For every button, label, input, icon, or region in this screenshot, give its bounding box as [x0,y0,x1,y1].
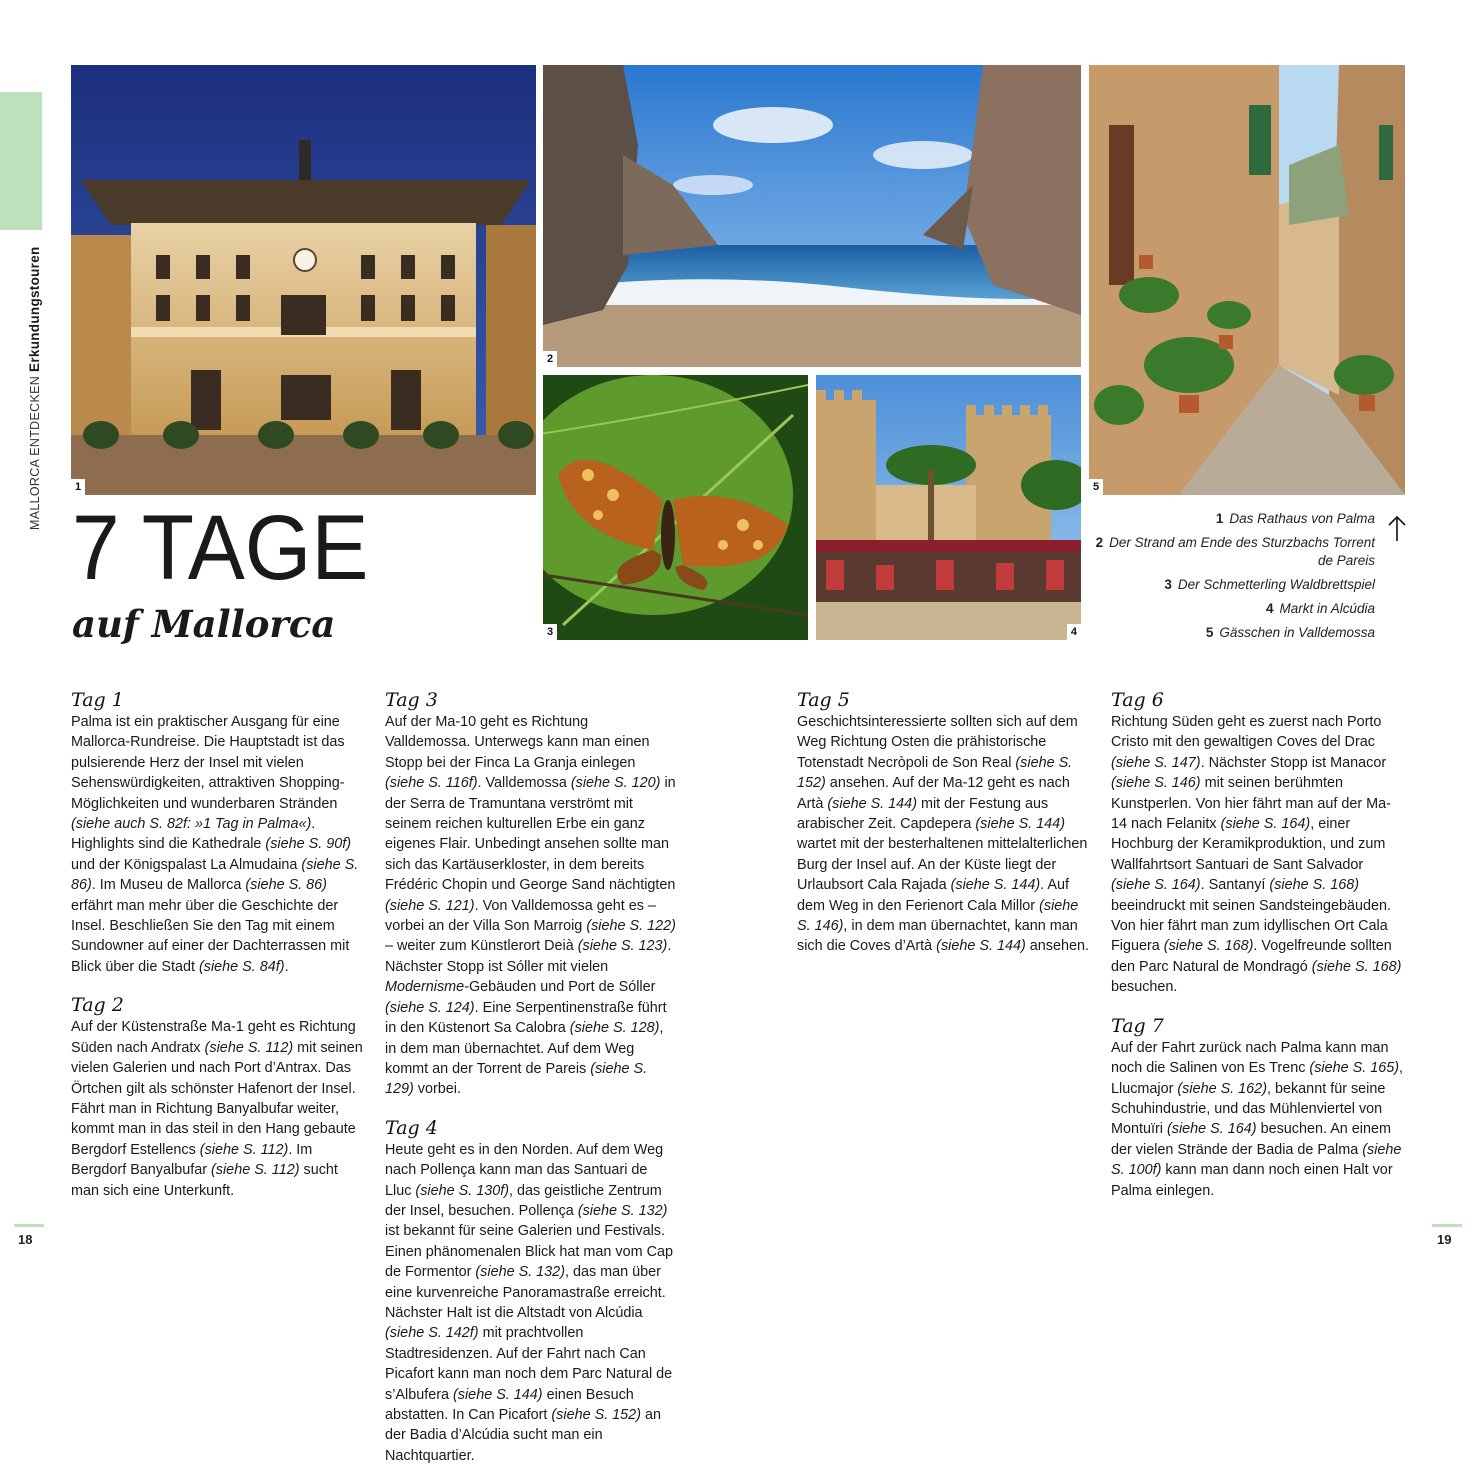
butterfly-photo [543,375,808,640]
day-text: Auf der Fahrt zurück nach Palma kann man noch die Salinen von Es Trenc (siehe S. 165), Llucmajor (siehe S. 162), bekannt für seine Schuhindustrie, und das Mühlenviertel von Montuïri (siehe S. 164) besuchen. An einem der vielen Strände der Badia de Palma (siehe S. 100f) kann man dann noch einen Halt vor Palma einlegen. [1111,1039,1403,1199]
caption-item [1095,534,1375,570]
page-subtitle: auf Mallorca [72,602,336,646]
caption-text: Markt in Alcúdia [1279,601,1375,616]
caption-text: Das Rathaus von Palma [1229,511,1375,526]
caption-text: Gässchen in Valldemossa [1219,625,1375,640]
section-label: MALLORCA ENTDECKEN [28,375,42,530]
day-text: Palma ist ein praktischer Ausgang für eine Mallorca-Rundreise. Die Hauptstadt ist das pulsierende Herz der Insel mit vielen Sehenswürdigkeiten, attraktiven Shopping-Möglichkeiten und wunderbaren Stränden (siehe auch S. 82f: »1 Tag in Palma«). Highlights sind die Kathedrale (siehe S. 90f) und der Königspalast La Almudaina (siehe S. 86). Im Museu de Mallorca (siehe S. 86) erfährt man mehr über die Geschichte der Insel. Beschließen Sie den Tag mit einem Sundowner auf einer der Dachterrassen mit Blick über die Stadt (siehe S. 84f). [71,714,359,975]
chapter-label [27,246,42,530]
caption-item [1095,576,1375,594]
photo-captions [1095,510,1375,648]
photo-number: 1 [71,479,85,495]
chapter-tab [0,92,42,230]
day-heading: Tag 5 [797,689,850,711]
day-text: Auf der Küstenstraße Ma-1 geht es Richtung Süden nach Andratx (siehe S. 112) mit seinen vielen Galerien und nach Port d’Antrax. Das Örtchen gilt als schönster Hafenort der Insel. Fährt man in Richtung Banyalbufar weiter, kommt man in das steil in den Hang gebaute Bergdorf Estellencs (siehe S. 112). Im Bergdorf Banyalbufar (siehe S. 112) sucht man sich eine Unterkunft. [71,1019,363,1199]
caption-text: Der Strand am Ende des Sturzbachs Torrent de Pareis [1109,535,1375,568]
day-heading: Tag 2 [71,994,124,1017]
caption-number: 1 [1215,511,1224,526]
text-column-4 [1111,688,1403,1201]
caption-item [1095,600,1375,618]
caption-number: 5 [1205,625,1214,640]
caption-item [1095,624,1375,642]
caption-number: 4 [1265,601,1274,616]
photo-number: 5 [1089,479,1103,495]
photo-number: 4 [1067,624,1081,640]
page-number-right: 19 [1437,1232,1452,1247]
page-marker-right [1432,1224,1462,1227]
day-heading: Tag 1 [71,689,124,711]
day-text: Geschichtsinteressierte sollten sich auf dem Weg Richtung Osten die prähistorische Totenstadt Necròpoli de Son Real (siehe S. 152) ansehen. Auf der Ma-12 geht es nach Artà (siehe S. 144) mit der Festung aus arabischer Zeit. Capdepera (siehe S. 144) wartet mit der besterhaltenen mittelalterlichen Burg der Insel auf. An der Küste liegt der Urlaubsort Cala Rajada (siehe S. 144). Auf dem Weg in den Ferienort Cala Millor (siehe S. 146), in dem man übernachtet, kann man sich die Coves d’Artà (siehe S. 144) ansehen. [797,714,1089,955]
caption-number: 3 [1164,577,1172,592]
town-hall-photo [71,65,536,495]
caption-item [1095,510,1375,528]
day-text: Auf der Ma-10 geht es Richtung Valldemossa. Unterwegs kann man einen Stopp bei der Finca La Granja einlegen (siehe S. 116f). Valldemossa (siehe S. 120) in der Serra de Tramuntana verströmt mit seinem reichen kulturellen Erbe ein ganz eigenes Flair. Unbedingt ansehen sollte man sich das Kartäuserkloster, in dem bereits Frédéric Chopin und George Sand nächtigten (siehe S. 121). Von Valldemossa geht es – vorbei an der Villa Son Marroig (siehe S. 122) – weiter zum Künstlerort Deià (siehe S. 123). Nächster Stopp ist Sóller mit vielen Modernisme-Gebäuden und Port de Sóller (siehe S. 124). Eine Serpentinenstraße führt in den Küstenort Sa Calobra (siehe S. 128), in dem man übernachtet. Auf dem Weg kommt an der Torrent de Pareis (siehe S. 129) vorbei. [385,714,676,1098]
market-photo [816,375,1081,640]
beach-photo [543,65,1081,367]
arrow-up-icon [1386,514,1408,542]
photo-number: 2 [543,351,557,367]
chapter-name: Erkundungstouren [27,246,42,372]
photo-number: 3 [543,624,557,640]
page-title: 7 TAGE [72,497,369,599]
text-column-3 [797,688,1089,957]
alley-photo [1089,65,1405,495]
page-number-left: 18 [18,1232,33,1247]
text-column-1 [71,688,363,1201]
caption-number: 2 [1095,535,1104,550]
text-column-2 [385,688,677,1466]
caption-text: Der Schmetterling Waldbrettspiel [1177,577,1375,592]
day-heading: Tag 4 [385,1116,438,1139]
day-heading: Tag 3 [385,689,438,711]
day-text: Richtung Süden geht es zuerst nach Porto Cristo mit den gewaltigen Coves del Drac (siehe S. 147). Nächster Stopp ist Manacor (siehe S. 146) mit seinen berühmten Kunstperlen. Von hier fährt man auf der Ma-14 nach Felanitx (siehe S. 164), einer Hochburg der Keramikproduktion, und zum Wallfahrtsort Santuari de Sant Salvador (siehe S. 164). Santanyí (siehe S. 168) beeindruckt mit seinen Sandsteingebäuden. Von hier fährt man zum idyllischen Ort Cala Figuera (siehe S. 168). Vogelfreunde sollten den Parc Natural de Mondragó (siehe S. 168) besuchen. [1111,714,1402,996]
page-marker-left [14,1224,44,1227]
day-heading: Tag 6 [1111,689,1164,711]
day-heading: Tag 7 [1111,1014,1164,1037]
day-text: Heute geht es in den Norden. Auf dem Weg nach Pollença kann man das Santuari de Lluc (siehe S. 130f), das geistliche Zentrum der Insel, besuchen. Pollença (siehe S. 132) ist bekannt für seine Galerien und Festivals. Einen phänomenalen Blick hat man vom Cap de Formentor (siehe S. 132), das man über eine kurvenreiche Panoramastraße erreicht. Nächster Halt ist die Altstadt von Alcúdia (siehe S. 142f) mit prachtvollen Stadtresidenzen. Auf der Fahrt nach Can Picafort kann man noch dem Parc Natural de s’Albufera (siehe S. 144) einen Besuch abstatten. In Can Picafort (siehe S. 152) an der Badia d’Alcúdia sucht man ein Nachtquartier. [385,1141,673,1464]
